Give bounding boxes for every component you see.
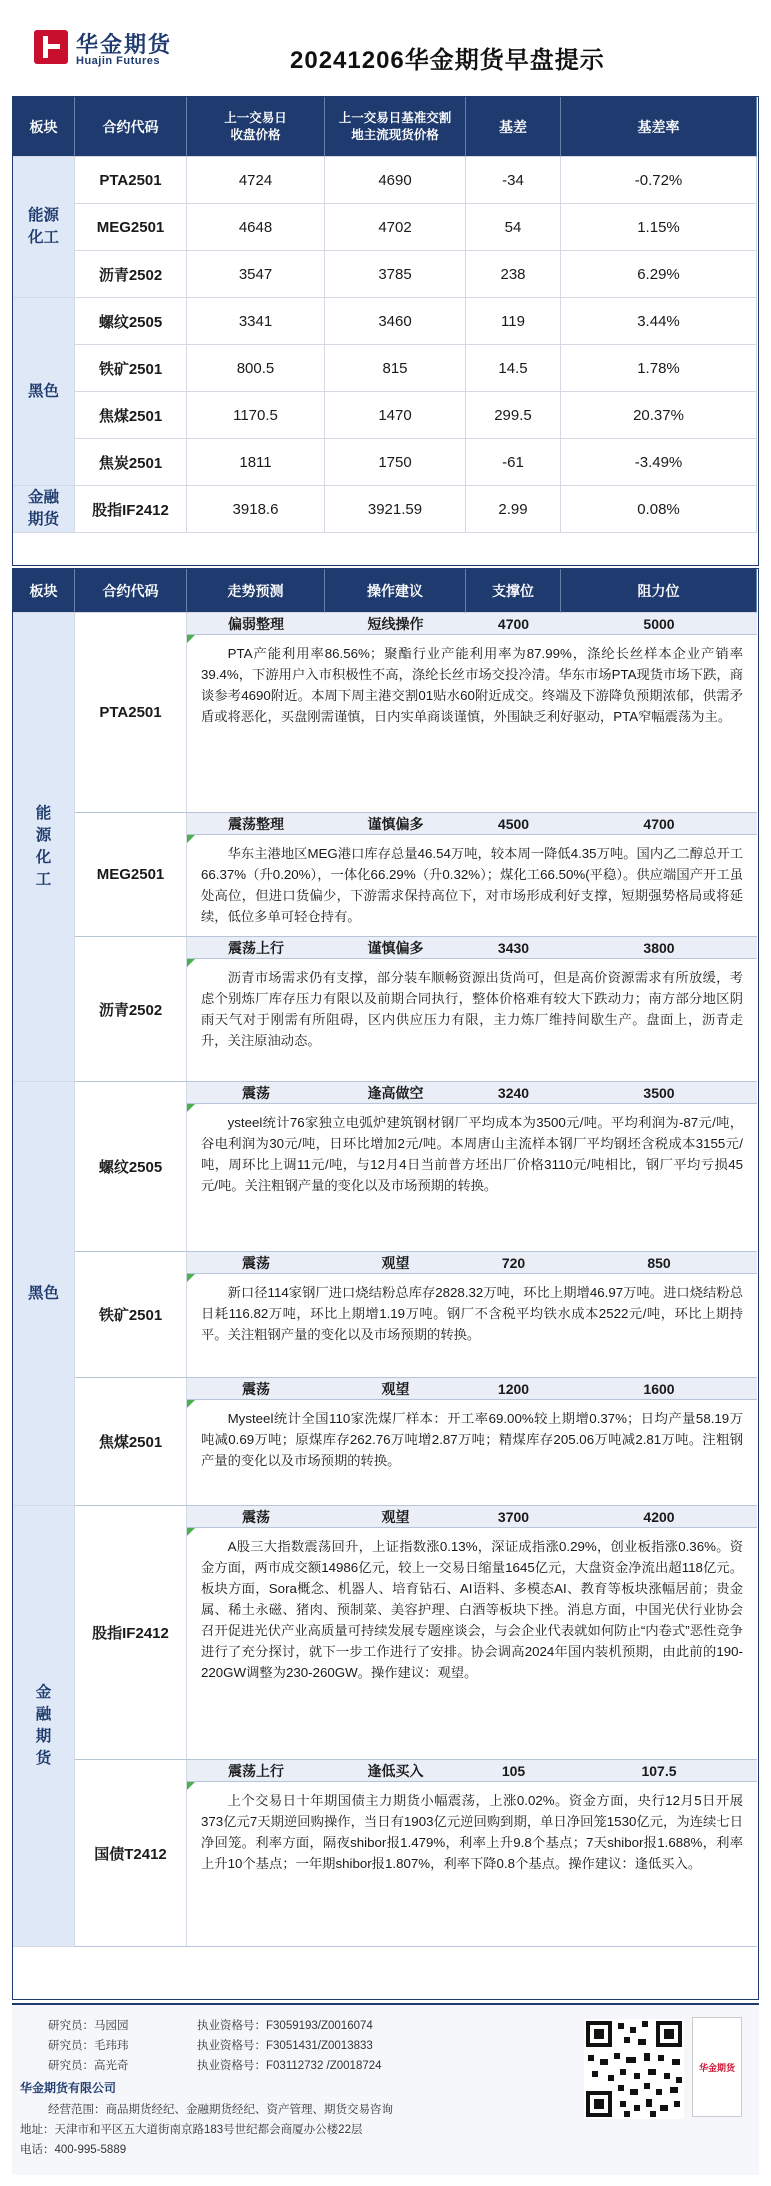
t1-close-cell: 3547 [187, 251, 325, 298]
t1-rate-cell: 0.08% [561, 486, 757, 533]
t2-analysis-text: ysteel统计76家独立电弧炉建筑钢材钢厂平均成本为3500元/吨。平均利润为-87元/吨，谷电利润为30元/吨，日环比增加2元/吨。本周唐山主流样本钢厂平均钢坯含税成本3155元/吨，周环比上调11元/吨，与12月4日当前普方坯出厂价格3110元/吨相比，钢厂平均亏损45元/吨。关注粗钢产量的变化以及市场预期的转换。 [201, 1115, 743, 1193]
qr-code-icon[interactable] [584, 2019, 684, 2119]
t2-header-5: 阻力位 [561, 569, 757, 613]
page-title: 20241206华金期货早盘提示 [290, 47, 605, 74]
t2-contract-code: 焦煤2501 [75, 1378, 187, 1506]
t2-trend-value: 震荡 [187, 1506, 325, 1528]
t1-rate-cell: 1.78% [561, 345, 757, 392]
t2-advice-value: 观望 [325, 1378, 466, 1400]
t1-rate-cell: 1.15% [561, 204, 757, 251]
forecast-table [12, 568, 759, 2000]
t1-spot-cell: 3460 [325, 298, 466, 345]
note-marker-icon [187, 1400, 195, 1408]
t2-contract-code: 股指IF2412 [75, 1506, 187, 1760]
t2-advice-value: 谨慎偏多 [325, 937, 466, 959]
t2-header-4: 支撑位 [466, 569, 561, 613]
t2-resist-value: 3500 [561, 1082, 757, 1104]
t2-resist-value: 3800 [561, 937, 757, 959]
t1-code-cell: 螺纹2505 [75, 298, 187, 345]
t1-header-5: 基差率 [561, 97, 757, 157]
t2-resist-value: 5000 [561, 613, 757, 635]
t1-close-cell: 1811 [187, 439, 325, 486]
t2-support-value: 720 [466, 1252, 561, 1274]
t2-analysis-text: Mysteel统计全国110家洗煤厂样本：开工率69.00%较上期增0.37%；日均产量58.19万吨减0.69万吨；原煤库存262.76万吨增2.87万吨；精煤库存205.06万吨减2.81万吨。注粗钢产量的变化以及市场预期的转换。 [201, 1411, 743, 1468]
t1-code-cell: 焦煤2501 [75, 392, 187, 439]
t1-rate-cell: -3.49% [561, 439, 757, 486]
t2-advice-value: 谨慎偏多 [325, 813, 466, 835]
company-phone: 电话：400-995-5889 [20, 2144, 127, 2156]
t1-code-cell: 股指IF2412 [75, 486, 187, 533]
t2-contract-code: MEG2501 [75, 813, 187, 937]
t2-header-3: 操作建议 [325, 569, 466, 613]
t1-basis-cell: 2.99 [466, 486, 561, 533]
t2-sector-label: 金 融 期 货 [13, 1506, 75, 1947]
t1-basis-cell: 119 [466, 298, 561, 345]
t1-header-3: 上一交易日基准交割 地主流现货价格 [325, 97, 466, 157]
t2-trend-value: 震荡上行 [187, 1760, 325, 1782]
t1-basis-cell: -61 [466, 439, 561, 486]
note-marker-icon [187, 835, 195, 843]
t2-resist-value: 107.5 [561, 1760, 757, 1782]
t2-analysis-text: A股三大指数震荡回升，上证指数涨0.13%，深证成指涨0.29%，创业板指涨0.36%。资金方面，两市成交额14986亿元，较上一交易日缩量1645亿元，大盘资金净流出超118亿元。板块方面，Sora概念、机器人、培育钻石、AI语料、多模态AI、教育等板块涨幅居前；贵金属、稀土永磁、猪肉、预制菜、美容护理、白酒等板块下挫。消息方面，中国光伏行业协会召开促进光伏产业高质量可持续发展专题座谈会，与会企业代表就如何防止“内卷式”恶性竞争进行了充分探讨，就下一步工作进行了安排。协会调高2024年国内装机预期，由此前的190-220GW调整为230-260GW。操作建议：观望。 [201, 1539, 743, 1680]
researcher-1: 研究员：马园园 [48, 2020, 129, 2032]
t2-advice-value: 观望 [325, 1506, 466, 1528]
business-scope: 经营范围：商品期货经纪、金融期货经纪、资产管理、期货交易咨询 [48, 2104, 393, 2116]
t1-code-cell: PTA2501 [75, 157, 187, 204]
t2-analysis-text: PTA产能利用率86.56%；聚酯行业产能利用率为87.99%，涤纶长丝样本企业产销率39.4%，下游用户入市积极性不高，涤纶长丝市场交投冷清。华东市场PTA现货市场下跌，商谈参考4690附近。本周下周主港交割01贴水60附近成交。终端及下游降负预期浓郁，供需矛盾或将恶化，买盘刚需谨慎，日内实单商谈谨慎，外围缺乏利好驱动，PTA窄幅震荡为主。 [201, 646, 743, 724]
t2-analysis-text: 新口径114家钢厂进口烧结粉总库存2828.32万吨，环比上期增46.97万吨。进口烧结粉总日耗116.82万吨，环比上期增1.19万吨。钢厂不含税平均铁水成本2522元/吨，环比上期持平。关注粗钢产量的变化以及市场预期的转换。 [201, 1285, 743, 1342]
logo-en: Huajin Futures [76, 55, 161, 67]
t1-rate-cell: 6.29% [561, 251, 757, 298]
researcher-3-cert: 执业资格号：F03112732 /Z0018724 [197, 2060, 382, 2072]
t2-contract-code: 铁矿2501 [75, 1252, 187, 1378]
t1-spot-cell: 4690 [325, 157, 466, 204]
t2-analysis-text: 华东主港地区MEG港口库存总量46.54万吨，较本周一降低4.35万吨。国内乙二醇总开工66.37%（升0.20%），一体化66.29%（升0.32%）；煤化工66.50%(平稳）。供应端国产开工虽处高位，但进口货偏少，下游需求保持高位下，对市场形成利好支撑，短期强势格局或将延续，低位多单可轻仓持有。 [201, 846, 743, 924]
t2-contract-code: 螺纹2505 [75, 1082, 187, 1252]
t1-sector-label: 黑色 [13, 298, 75, 486]
t1-spot-cell: 4702 [325, 204, 466, 251]
t2-contract-code: PTA2501 [75, 613, 187, 813]
t2-resist-value: 4700 [561, 813, 757, 835]
t1-basis-cell: 238 [466, 251, 561, 298]
t1-header-2: 上一交易日 收盘价格 [187, 97, 325, 157]
t1-sector-label: 金融 期货 [13, 486, 75, 533]
t1-close-cell: 3918.6 [187, 486, 325, 533]
page-header [0, 0, 771, 88]
t2-resist-value: 4200 [561, 1506, 757, 1528]
row-divider [75, 1946, 757, 1947]
t1-code-cell: MEG2501 [75, 204, 187, 251]
qr-logo: 华金期货 [692, 2017, 742, 2117]
t2-support-value: 3430 [466, 937, 561, 959]
t2-trend-value: 震荡 [187, 1252, 325, 1274]
t1-header-4: 基差 [466, 97, 561, 157]
researcher-3: 研究员：高光奇 [48, 2060, 129, 2072]
t1-sector-label: 能源 化工 [13, 157, 75, 298]
t2-trend-value: 震荡 [187, 1082, 325, 1104]
company-name: 华金期货有限公司 [20, 2081, 117, 2095]
t2-advice-value: 逢高做空 [325, 1082, 466, 1104]
note-marker-icon [187, 1104, 195, 1112]
t2-header-0: 板块 [13, 569, 75, 613]
t2-contract-code: 国债T2412 [75, 1760, 187, 1947]
researcher-2: 研究员：毛玮玮 [48, 2040, 129, 2052]
t2-analysis-text: 上个交易日十年期国债主力期货小幅震荡，上涨0.02%。资金方面，央行12月5日开展373亿元7天期逆回购操作，当日有1903亿元逆回购到期，单日净回笼1530亿元，为连续七日净回笼。利率方面，隔夜shibor报1.479%，利率上升9.8个基点；7天shibor报1.688%，利率上升10个基点；一年期shibor报1.807%，利率下降0.8个基点。操作建议：逢低买入。 [201, 1793, 743, 1871]
t2-sector-label: 黑色 [13, 1082, 75, 1506]
t1-spot-cell: 815 [325, 345, 466, 392]
company-address: 地址：天津市和平区五大道街南京路183号世纪都会商厦办公楼22层 [20, 2124, 363, 2136]
t2-resist-value: 1600 [561, 1378, 757, 1400]
t2-support-value: 3240 [466, 1082, 561, 1104]
t2-header-1: 合约代码 [75, 569, 187, 613]
logo-cn: 华金期货 [76, 32, 173, 57]
basis-table [12, 96, 759, 566]
t1-close-cell: 800.5 [187, 345, 325, 392]
t1-code-cell: 铁矿2501 [75, 345, 187, 392]
t1-basis-cell: 14.5 [466, 345, 561, 392]
t1-basis-cell: -34 [466, 157, 561, 204]
t1-spot-cell: 3785 [325, 251, 466, 298]
note-marker-icon [187, 1782, 195, 1790]
researcher-1-cert: 执业资格号：F3059193/Z0016074 [197, 2020, 373, 2032]
t1-close-cell: 3341 [187, 298, 325, 345]
t1-close-cell: 4724 [187, 157, 325, 204]
note-marker-icon [187, 959, 195, 967]
t2-trend-value: 偏弱整理 [187, 613, 325, 635]
t2-trend-value: 震荡整理 [187, 813, 325, 835]
t2-sector-label: 能 源 化 工 [13, 613, 75, 1082]
t2-support-value: 105 [466, 1760, 561, 1782]
t1-rate-cell: 20.37% [561, 392, 757, 439]
t2-advice-value: 逢低买入 [325, 1760, 466, 1782]
t2-contract-code: 沥青2502 [75, 937, 187, 1082]
t1-header-1: 合约代码 [75, 97, 187, 157]
t1-rate-cell: -0.72% [561, 157, 757, 204]
t1-spot-cell: 1750 [325, 439, 466, 486]
t2-support-value: 4700 [466, 613, 561, 635]
t2-trend-value: 震荡 [187, 1378, 325, 1400]
t1-basis-cell: 54 [466, 204, 561, 251]
t1-basis-cell: 299.5 [466, 392, 561, 439]
t1-rate-cell: 3.44% [561, 298, 757, 345]
t1-close-cell: 1170.5 [187, 392, 325, 439]
t2-advice-value: 短线操作 [325, 613, 466, 635]
company-logo-icon [34, 30, 68, 64]
t1-code-cell: 沥青2502 [75, 251, 187, 298]
t2-support-value: 3700 [466, 1506, 561, 1528]
t1-close-cell: 4648 [187, 204, 325, 251]
t2-header-2: 走势预测 [187, 569, 325, 613]
t1-spot-cell: 3921.59 [325, 486, 466, 533]
t2-resist-value: 850 [561, 1252, 757, 1274]
t1-code-cell: 焦炭2501 [75, 439, 187, 486]
t2-analysis-text: 沥青市场需求仍有支撑，部分装车顺畅资源出货尚可，但是高价资源需求有所放缓，考虑个别炼厂库存压力有限以及前期合同执行，整体价格难有较大下跌动力；南方部分地区阴雨天气对于刚需有所阻碍，区内供应压力有限，主力炼厂维持间歇生产。盘面上，沥青走升，关注原油动态。 [201, 970, 743, 1048]
t2-trend-value: 震荡上行 [187, 937, 325, 959]
t1-spot-cell: 1470 [325, 392, 466, 439]
note-marker-icon [187, 1274, 195, 1282]
t2-support-value: 1200 [466, 1378, 561, 1400]
researcher-2-cert: 执业资格号：F3051431/Z0013833 [197, 2040, 373, 2052]
t2-support-value: 4500 [466, 813, 561, 835]
t2-advice-value: 观望 [325, 1252, 466, 1274]
note-marker-icon [187, 635, 195, 643]
note-marker-icon [187, 1528, 195, 1536]
t1-header-0: 板块 [13, 97, 75, 157]
footer [12, 2003, 759, 2175]
